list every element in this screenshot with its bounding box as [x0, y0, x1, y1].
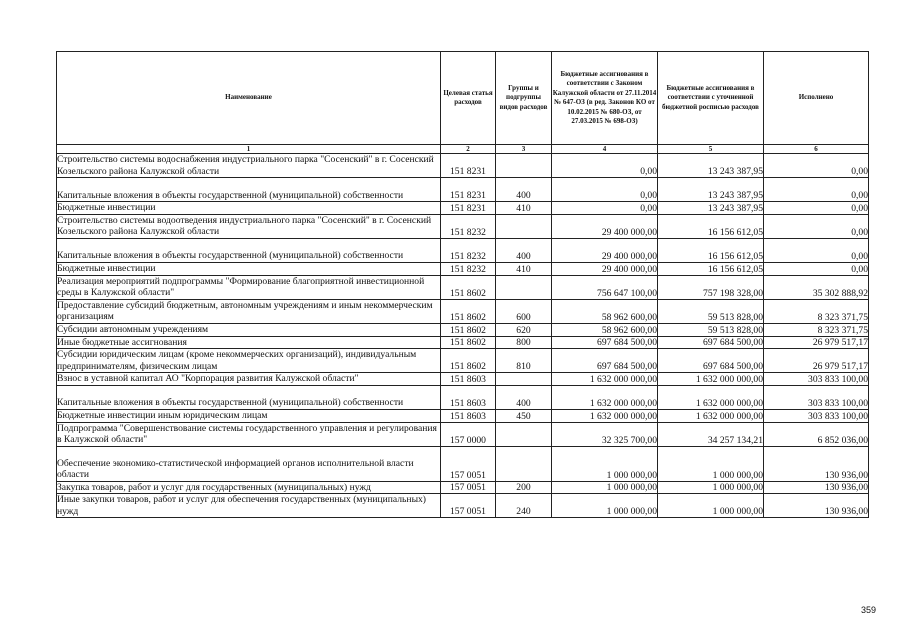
column-number: 1	[57, 145, 441, 154]
row-target-code: 151 8232	[441, 262, 496, 275]
row-law-amount: 1 000 000,00	[552, 494, 658, 518]
row-law-amount: 58 962 600,00	[552, 299, 658, 323]
row-executed-amount: 26 979 517,17	[764, 349, 869, 373]
row-name: Капитальные вложения в объекты государственной (муниципальной) собственности	[57, 385, 441, 409]
row-target-code: 151 8603	[441, 373, 496, 386]
row-executed-amount: 0,00	[764, 178, 869, 202]
table-row	[57, 262, 869, 275]
header-executed: Исполнено	[764, 52, 869, 145]
row-name: Подпрограмма "Совершенствование системы государственного управления и регулирования в Калужской области"	[57, 422, 441, 446]
row-refined-amount: 16 156 612,05	[658, 262, 764, 275]
column-number: 2	[441, 145, 496, 154]
row-executed-amount: 0,00	[764, 202, 869, 215]
row-law-amount: 1 632 000 000,00	[552, 385, 658, 409]
row-law-amount: 58 962 600,00	[552, 323, 658, 336]
row-group-code	[496, 446, 552, 481]
row-executed-amount: 130 936,00	[764, 481, 869, 494]
row-target-code: 151 8602	[441, 275, 496, 299]
column-number: 5	[658, 145, 764, 154]
row-name: Капитальные вложения в объекты государственной (муниципальной) собственности	[57, 178, 441, 202]
row-group-code	[496, 422, 552, 446]
row-refined-amount: 59 513 828,00	[658, 323, 764, 336]
table-row	[57, 481, 869, 494]
row-refined-amount: 59 513 828,00	[658, 299, 764, 323]
row-group-code: 410	[496, 262, 552, 275]
page-number: 359	[861, 605, 877, 615]
row-executed-amount: 303 833 100,00	[764, 373, 869, 386]
row-target-code: 151 8231	[441, 178, 496, 202]
header-law-allocations: Бюджетные ассигнования в соответствии с Законом Калужской области от 27.11.2014 № 647-ОЗ (в ред. Законов КО от 10.02.2015 № 680-ОЗ, от 27.03.2015 № 698-ОЗ)	[552, 52, 658, 145]
header-name: Наименование	[57, 52, 441, 145]
row-group-code: 620	[496, 323, 552, 336]
row-group-code: 800	[496, 336, 552, 349]
row-executed-amount: 8 323 371,75	[764, 323, 869, 336]
row-name: Взнос в уставной капитал АО "Корпорация развития Калужской области"	[57, 373, 441, 386]
row-name: Бюджетные инвестиции иным юридическим лицам	[57, 409, 441, 422]
budget-table	[56, 51, 869, 518]
row-name: Субсидии автономным учреждениям	[57, 323, 441, 336]
row-name: Капитальные вложения в объекты государственной (муниципальной) собственности	[57, 238, 441, 262]
table-row	[57, 299, 869, 323]
row-target-code: 157 0051	[441, 446, 496, 481]
row-refined-amount: 697 684 500,00	[658, 349, 764, 373]
row-refined-amount: 34 257 134,21	[658, 422, 764, 446]
header-target-item: Целевая статья расходов	[441, 52, 496, 145]
row-executed-amount: 303 833 100,00	[764, 409, 869, 422]
row-law-amount: 1 632 000 000,00	[552, 373, 658, 386]
row-group-code	[496, 373, 552, 386]
row-group-code: 450	[496, 409, 552, 422]
table-row	[57, 349, 869, 373]
table-row	[57, 178, 869, 202]
table-row	[57, 238, 869, 262]
row-executed-amount: 26 979 517,17	[764, 336, 869, 349]
header-expense-groups: Группы и подгруппы видов расходов	[496, 52, 552, 145]
row-law-amount: 697 684 500,00	[552, 336, 658, 349]
table-row	[57, 214, 869, 238]
row-refined-amount: 1 632 000 000,00	[658, 409, 764, 422]
row-refined-amount: 697 684 500,00	[658, 336, 764, 349]
header-refined-allocations: Бюджетные ассигнования в соответствии с уточненной бюджетной росписью расходов	[658, 52, 764, 145]
table-row	[57, 385, 869, 409]
row-name: Бюджетные инвестиции	[57, 262, 441, 275]
row-law-amount: 0,00	[552, 202, 658, 215]
row-executed-amount: 35 302 888,92	[764, 275, 869, 299]
row-refined-amount: 757 198 328,00	[658, 275, 764, 299]
row-executed-amount: 130 936,00	[764, 494, 869, 518]
row-target-code: 151 8602	[441, 323, 496, 336]
table-row	[57, 323, 869, 336]
row-group-code: 200	[496, 481, 552, 494]
row-law-amount: 1 000 000,00	[552, 446, 658, 481]
table-row	[57, 446, 869, 481]
row-group-code: 400	[496, 238, 552, 262]
row-law-amount: 32 325 700,00	[552, 422, 658, 446]
row-law-amount: 29 400 000,00	[552, 238, 658, 262]
row-refined-amount: 13 243 387,95	[658, 154, 764, 178]
row-law-amount: 0,00	[552, 178, 658, 202]
row-name: Реализация мероприятий подпрограммы "Формирование благоприятной инвестиционной среды в Калужской области"	[57, 275, 441, 299]
row-executed-amount: 303 833 100,00	[764, 385, 869, 409]
table-row	[57, 494, 869, 518]
row-target-code: 157 0000	[441, 422, 496, 446]
row-refined-amount: 16 156 612,05	[658, 238, 764, 262]
row-target-code: 157 0051	[441, 494, 496, 518]
row-executed-amount: 8 323 371,75	[764, 299, 869, 323]
row-name: Предоставление субсидий бюджетным, автономным учреждениям и иным некоммерческим организациям	[57, 299, 441, 323]
row-target-code: 151 8602	[441, 299, 496, 323]
row-target-code: 151 8603	[441, 385, 496, 409]
row-name: Иные бюджетные ассигнования	[57, 336, 441, 349]
table-row	[57, 422, 869, 446]
column-number: 4	[552, 145, 658, 154]
row-group-code: 600	[496, 299, 552, 323]
row-target-code: 151 8231	[441, 202, 496, 215]
column-number-row	[57, 145, 869, 154]
row-refined-amount: 1 000 000,00	[658, 446, 764, 481]
row-name: Бюджетные инвестиции	[57, 202, 441, 215]
row-name: Субсидии юридическим лицам (кроме некоммерческих организаций), индивидуальным предпринимателям, физическим лицам	[57, 349, 441, 373]
table-row	[57, 154, 869, 178]
header-row	[57, 52, 869, 145]
row-executed-amount: 0,00	[764, 154, 869, 178]
row-refined-amount: 1 632 000 000,00	[658, 373, 764, 386]
row-group-code: 410	[496, 202, 552, 215]
row-law-amount: 0,00	[552, 154, 658, 178]
row-refined-amount: 1 000 000,00	[658, 481, 764, 494]
row-refined-amount: 13 243 387,95	[658, 178, 764, 202]
column-number: 6	[764, 145, 869, 154]
row-law-amount: 29 400 000,00	[552, 214, 658, 238]
row-group-code: 400	[496, 385, 552, 409]
row-target-code: 151 8602	[441, 336, 496, 349]
table-row	[57, 373, 869, 386]
row-target-code: 151 8603	[441, 409, 496, 422]
row-executed-amount: 6 852 036,00	[764, 422, 869, 446]
row-target-code: 157 0051	[441, 481, 496, 494]
row-target-code: 151 8232	[441, 238, 496, 262]
row-refined-amount: 13 243 387,95	[658, 202, 764, 215]
row-refined-amount: 1 000 000,00	[658, 494, 764, 518]
row-group-code: 810	[496, 349, 552, 373]
row-refined-amount: 1 632 000 000,00	[658, 385, 764, 409]
row-group-code: 400	[496, 178, 552, 202]
table-row	[57, 275, 869, 299]
row-name: Иные закупки товаров, работ и услуг для обеспечения государственных (муниципальных) нужд	[57, 494, 441, 518]
row-target-code: 151 8232	[441, 214, 496, 238]
row-name: Строительство системы водоснабжения индустриального парка "Сосенский" в г. Сосенский Козельского района Калужской области	[57, 154, 441, 178]
row-group-code	[496, 154, 552, 178]
row-law-amount: 1 632 000 000,00	[552, 409, 658, 422]
table-row	[57, 336, 869, 349]
row-refined-amount: 16 156 612,05	[658, 214, 764, 238]
row-executed-amount: 0,00	[764, 238, 869, 262]
row-executed-amount: 0,00	[764, 262, 869, 275]
row-group-code	[496, 214, 552, 238]
row-name: Обеспечение экономико-статистической информацией органов исполнительной власти области	[57, 446, 441, 481]
table-row	[57, 409, 869, 422]
table-row	[57, 202, 869, 215]
row-law-amount: 697 684 500,00	[552, 349, 658, 373]
column-number: 3	[496, 145, 552, 154]
row-name: Закупка товаров, работ и услуг для государственных (муниципальных) нужд	[57, 481, 441, 494]
row-law-amount: 756 647 100,00	[552, 275, 658, 299]
row-target-code: 151 8231	[441, 154, 496, 178]
row-target-code: 151 8602	[441, 349, 496, 373]
row-name: Строительство системы водоотведения индустриального парка "Сосенский" в г. Сосенский Козельского района Калужской области	[57, 214, 441, 238]
row-executed-amount: 130 936,00	[764, 446, 869, 481]
row-group-code	[496, 275, 552, 299]
row-law-amount: 29 400 000,00	[552, 262, 658, 275]
row-law-amount: 1 000 000,00	[552, 481, 658, 494]
row-group-code: 240	[496, 494, 552, 518]
row-executed-amount: 0,00	[764, 214, 869, 238]
